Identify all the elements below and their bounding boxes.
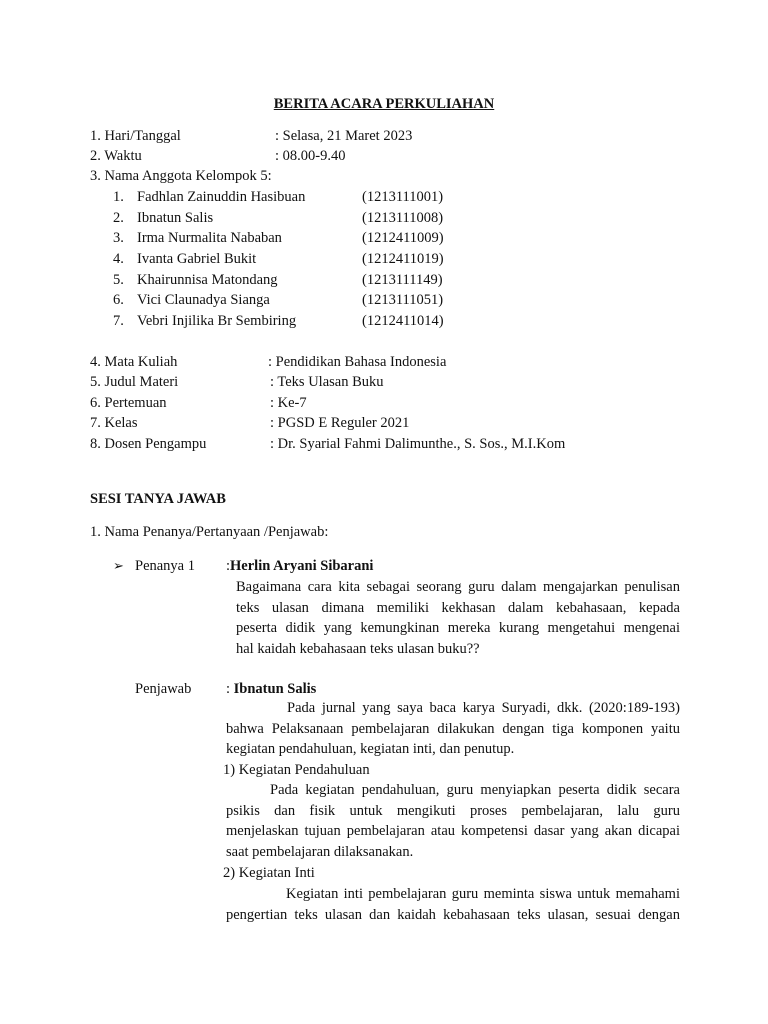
answer-text xyxy=(226,698,680,760)
question-line: peserta didik yang kemungkinan mereka kurang mengetahui mengenai xyxy=(236,620,680,637)
member-number: 7. xyxy=(113,313,124,329)
item2-line: pengertian teks ulasan dan kaidah kebahasaan teks ulasan, sesuai dengan xyxy=(226,906,680,923)
member-number: 6. xyxy=(113,292,124,308)
member-name: Khairunnisa Matondang xyxy=(137,272,278,288)
item1-line: saat pembelajaran dilaksanakan. xyxy=(226,844,414,861)
penanya-line xyxy=(226,556,373,576)
penanya-name: Herlin Aryani Sibarani xyxy=(230,558,374,574)
question-line: hal kaidah kebahasaan teks ulasan buku?? xyxy=(236,641,480,658)
item2-label: 2) Kegiatan Inti xyxy=(223,865,315,881)
dosen-value: : Dr. Syarial Fahmi Dalimunthe., S. Sos., M.I.Kom xyxy=(270,436,566,452)
member-name: Ivanta Gabriel Bukit xyxy=(137,251,257,267)
member-number: 1. xyxy=(113,189,124,205)
sesi-subheading: 1. Nama Penanya/Pertanyaan /Penjawab: xyxy=(90,524,329,540)
member-name: Irma Nurmalita Nababan xyxy=(137,230,282,246)
kelas-label: 7. Kelas xyxy=(90,415,138,431)
penjawab-name: Ibnatun Salis xyxy=(233,681,317,697)
waktu-value: : 08.00-9.40 xyxy=(275,148,346,164)
member-number: 4. xyxy=(113,251,124,267)
kelas-value: : PGSD E Reguler 2021 xyxy=(270,415,410,431)
hari-label: 1. Hari/Tanggal xyxy=(90,128,181,144)
member-name: Vici Claunadya Sianga xyxy=(137,292,270,308)
item1-label: 1) Kegiatan Pendahuluan xyxy=(223,762,370,778)
question-line: teks ulasan dimana memiliki kekhasan dalam kebahasaan, kepada xyxy=(236,599,680,616)
member-nim: (1212411009) xyxy=(362,230,444,246)
sesi-heading: SESI TANYA JAWAB xyxy=(90,491,226,507)
answer-line: kegiatan pendahuluan, kegiatan inti, dan penutup. xyxy=(226,741,515,758)
pertemuan-value: : Ke-7 xyxy=(270,395,307,411)
document-title: BERITA ACARA PERKULIAHAN xyxy=(273,96,495,112)
member-nim: (1213111008) xyxy=(362,210,444,226)
question-line: Bagaimana cara kita sebagai seorang guru dalam mengajarkan penulisan xyxy=(236,579,680,595)
penjawab-label: Penjawab xyxy=(135,681,192,697)
item1-line: menjelaskan tujuan pembelajaran atau kompetensi dasar yang akan dicapai xyxy=(226,823,680,840)
hari-value: : Selasa, 21 Maret 2023 xyxy=(275,128,413,144)
penjawab-line xyxy=(226,679,316,699)
judul-value: : Teks Ulasan Buku xyxy=(270,374,384,390)
item1-text xyxy=(226,780,680,863)
member-name: Fadhlan Zainuddin Hasibuan xyxy=(137,189,306,205)
item1-line: Pada kegiatan pendahuluan, guru menyiapkan peserta didik secara xyxy=(270,782,680,798)
mata-kuliah-value: : Pendidikan Bahasa Indonesia xyxy=(268,354,447,370)
pertemuan-label: 6. Pertemuan xyxy=(90,395,167,411)
answer-line: Pada jurnal yang saya baca karya Suryadi, dkk. (2020:189-193) xyxy=(287,700,680,716)
member-name: Ibnatun Salis xyxy=(137,210,214,226)
member-number: 5. xyxy=(113,272,124,288)
question-text xyxy=(236,577,680,660)
member-nim: (1212411019) xyxy=(362,251,444,267)
member-name: Vebri Injilika Br Sembiring xyxy=(137,313,297,329)
anggota-label: 3. Nama Anggota Kelompok 5: xyxy=(90,168,272,184)
penjawab-colon: : xyxy=(226,681,234,697)
member-number: 3. xyxy=(113,230,124,246)
member-nim: (1213111001) xyxy=(362,189,444,205)
mata-kuliah-label: 4. Mata Kuliah xyxy=(90,354,178,370)
member-nim: (1212411014) xyxy=(362,313,444,329)
judul-label: 5. Judul Materi xyxy=(90,374,179,390)
dosen-label: 8. Dosen Pengampu xyxy=(90,436,207,452)
penanya-label: Penanya 1 xyxy=(135,558,195,574)
answer-line: bahwa Pelaksanaan pembelajaran dilakukan dengan tiga komponen yaitu xyxy=(226,720,680,737)
penanya-colon: : xyxy=(226,558,231,574)
arrow-bullet-icon: ➢ xyxy=(113,558,124,573)
member-nim: (1213111149) xyxy=(362,272,443,288)
item2-text xyxy=(226,884,680,925)
waktu-label: 2. Waktu xyxy=(90,148,142,164)
member-number: 2. xyxy=(113,210,124,226)
member-nim: (1213111051) xyxy=(362,292,444,308)
item1-line: psikis dan fisik untuk mengikuti proses pembelajaran, lalu guru xyxy=(226,802,680,819)
item2-line: Kegiatan inti pembelajaran guru meminta siswa untuk memahami xyxy=(286,886,680,902)
